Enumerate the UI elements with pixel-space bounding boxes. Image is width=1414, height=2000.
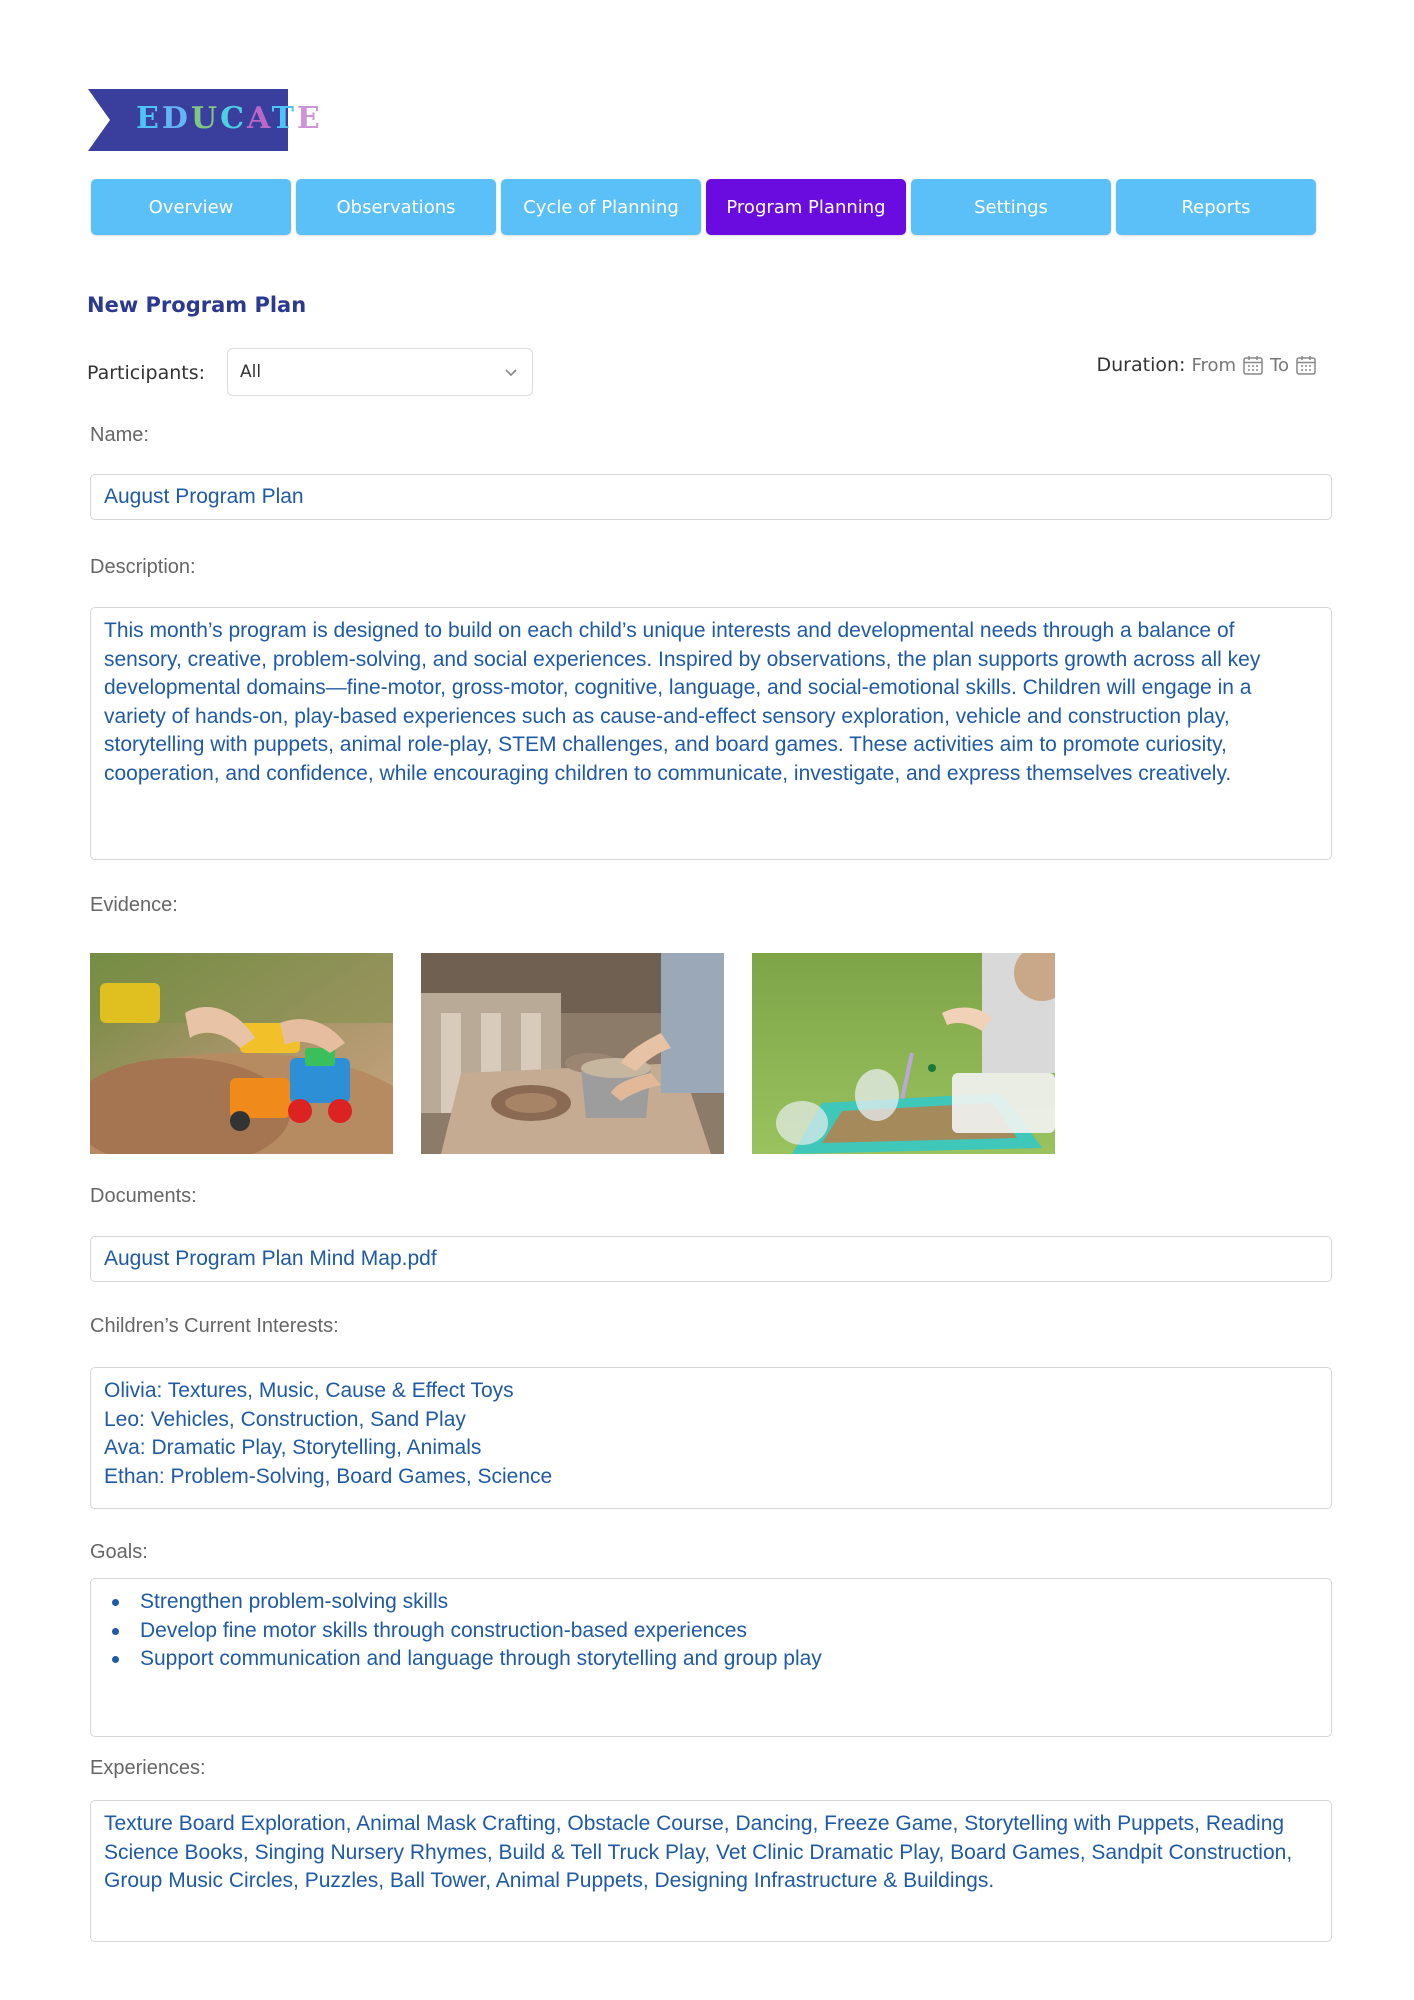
experiences-value: Texture Board Exploration, Animal Mask Crafting, Obstacle Course, Dancing, Freeze Game, Storytelling with Puppets, Reading Science Books, Singing Nursery Rhymes, Build & Tell Truck Play, Vet Clinic Dramatic Play, Board Games, Sandpit Construction, Group Music Circles, Puzzles, Ball Tower, Animal Puppets, Designing Infrastructure & Buildings.: [104, 1812, 1293, 1893]
tab-reports[interactable]: Reports: [1116, 179, 1316, 235]
goals-textarea[interactable]: [90, 1578, 1332, 1737]
chevron-down-icon: [502, 363, 520, 381]
logo-text: EDUCATE: [136, 101, 323, 136]
experiences-textarea[interactable]: [90, 1800, 1332, 1942]
interest-line: Leo: Vehicles, Construction, Sand Play: [104, 1407, 466, 1431]
documents-label: Documents:: [90, 1185, 197, 1207]
tab-settings[interactable]: Settings: [911, 179, 1111, 235]
interests-textarea[interactable]: [90, 1367, 1332, 1509]
name-value: August Program Plan: [104, 484, 304, 508]
evidence-photo-mud-kitchen[interactable]: [421, 953, 724, 1154]
tab-observations[interactable]: Observations: [296, 179, 496, 235]
evidence-photo-sand-trucks[interactable]: [90, 953, 393, 1154]
name-label: Name:: [90, 424, 149, 446]
documents-field[interactable]: [90, 1236, 1332, 1282]
participants-select[interactable]: [227, 348, 533, 396]
main-nav-tabs: [91, 179, 1316, 235]
name-input[interactable]: [90, 474, 1332, 520]
goal-item: Strengthen problem-solving skills: [104, 1588, 1318, 1617]
duration-to-label: To: [1270, 354, 1289, 376]
interest-line: Ava: Dramatic Play, Storytelling, Animals: [104, 1436, 482, 1460]
participants-value: All: [240, 362, 262, 382]
tab-program-planning[interactable]: Program Planning: [706, 179, 906, 235]
description-textarea[interactable]: [90, 607, 1332, 860]
interest-line: Olivia: Textures, Music, Cause & Effect Toys: [104, 1379, 514, 1402]
tab-overview[interactable]: Overview: [91, 179, 291, 235]
interest-line: Ethan: Problem-Solving, Board Games, Science: [104, 1464, 553, 1488]
duration-label: Duration:: [1096, 354, 1186, 376]
page-title: New Program Plan: [87, 293, 307, 317]
evidence-photo-water-play[interactable]: [752, 953, 1055, 1154]
goal-item: Develop fine motor skills through construction-based experiences: [104, 1617, 1318, 1646]
duration-picker: [1097, 354, 1318, 376]
participants-label: Participants:: [87, 362, 206, 384]
goals-label: Goals:: [90, 1541, 148, 1563]
goals-list: [104, 1588, 1318, 1674]
description-value: This month’s program is designed to build on each child’s unique interests and developmental needs through a balance of sensory, creative, problem-solving, and social experiences. Inspired by observations, the plan supports growth across all key developmental domains—fine-motor, gross-motor, cognitive, language, and social-emotional skills. Children will engage in a variety of hands-on, play-based experiences such as cause-and-effect sensory exploration, vehicle and construction play, storytelling with puppets, animal role-play, STEM challenges, and board games. These activities aim to promote curiosity, cooperation, and confidence, while encouraging children to communicate, investigate, and express themselves creatively.: [104, 619, 1261, 785]
evidence-gallery: [90, 953, 1055, 1154]
educate-logo[interactable]: [88, 89, 323, 151]
description-label: Description:: [90, 556, 196, 578]
evidence-label: Evidence:: [90, 894, 178, 916]
duration-from-label: From: [1191, 354, 1237, 376]
interests-label: Children’s Current Interests:: [90, 1315, 339, 1337]
document-link[interactable]: August Program Plan Mind Map.pdf: [104, 1246, 437, 1270]
calendar-icon[interactable]: [1295, 354, 1317, 376]
tab-cycle-of-planning[interactable]: Cycle of Planning: [501, 179, 701, 235]
goal-item: Support communication and language through storytelling and group play: [104, 1645, 1318, 1674]
calendar-icon[interactable]: [1242, 354, 1264, 376]
experiences-label: Experiences:: [90, 1757, 206, 1779]
